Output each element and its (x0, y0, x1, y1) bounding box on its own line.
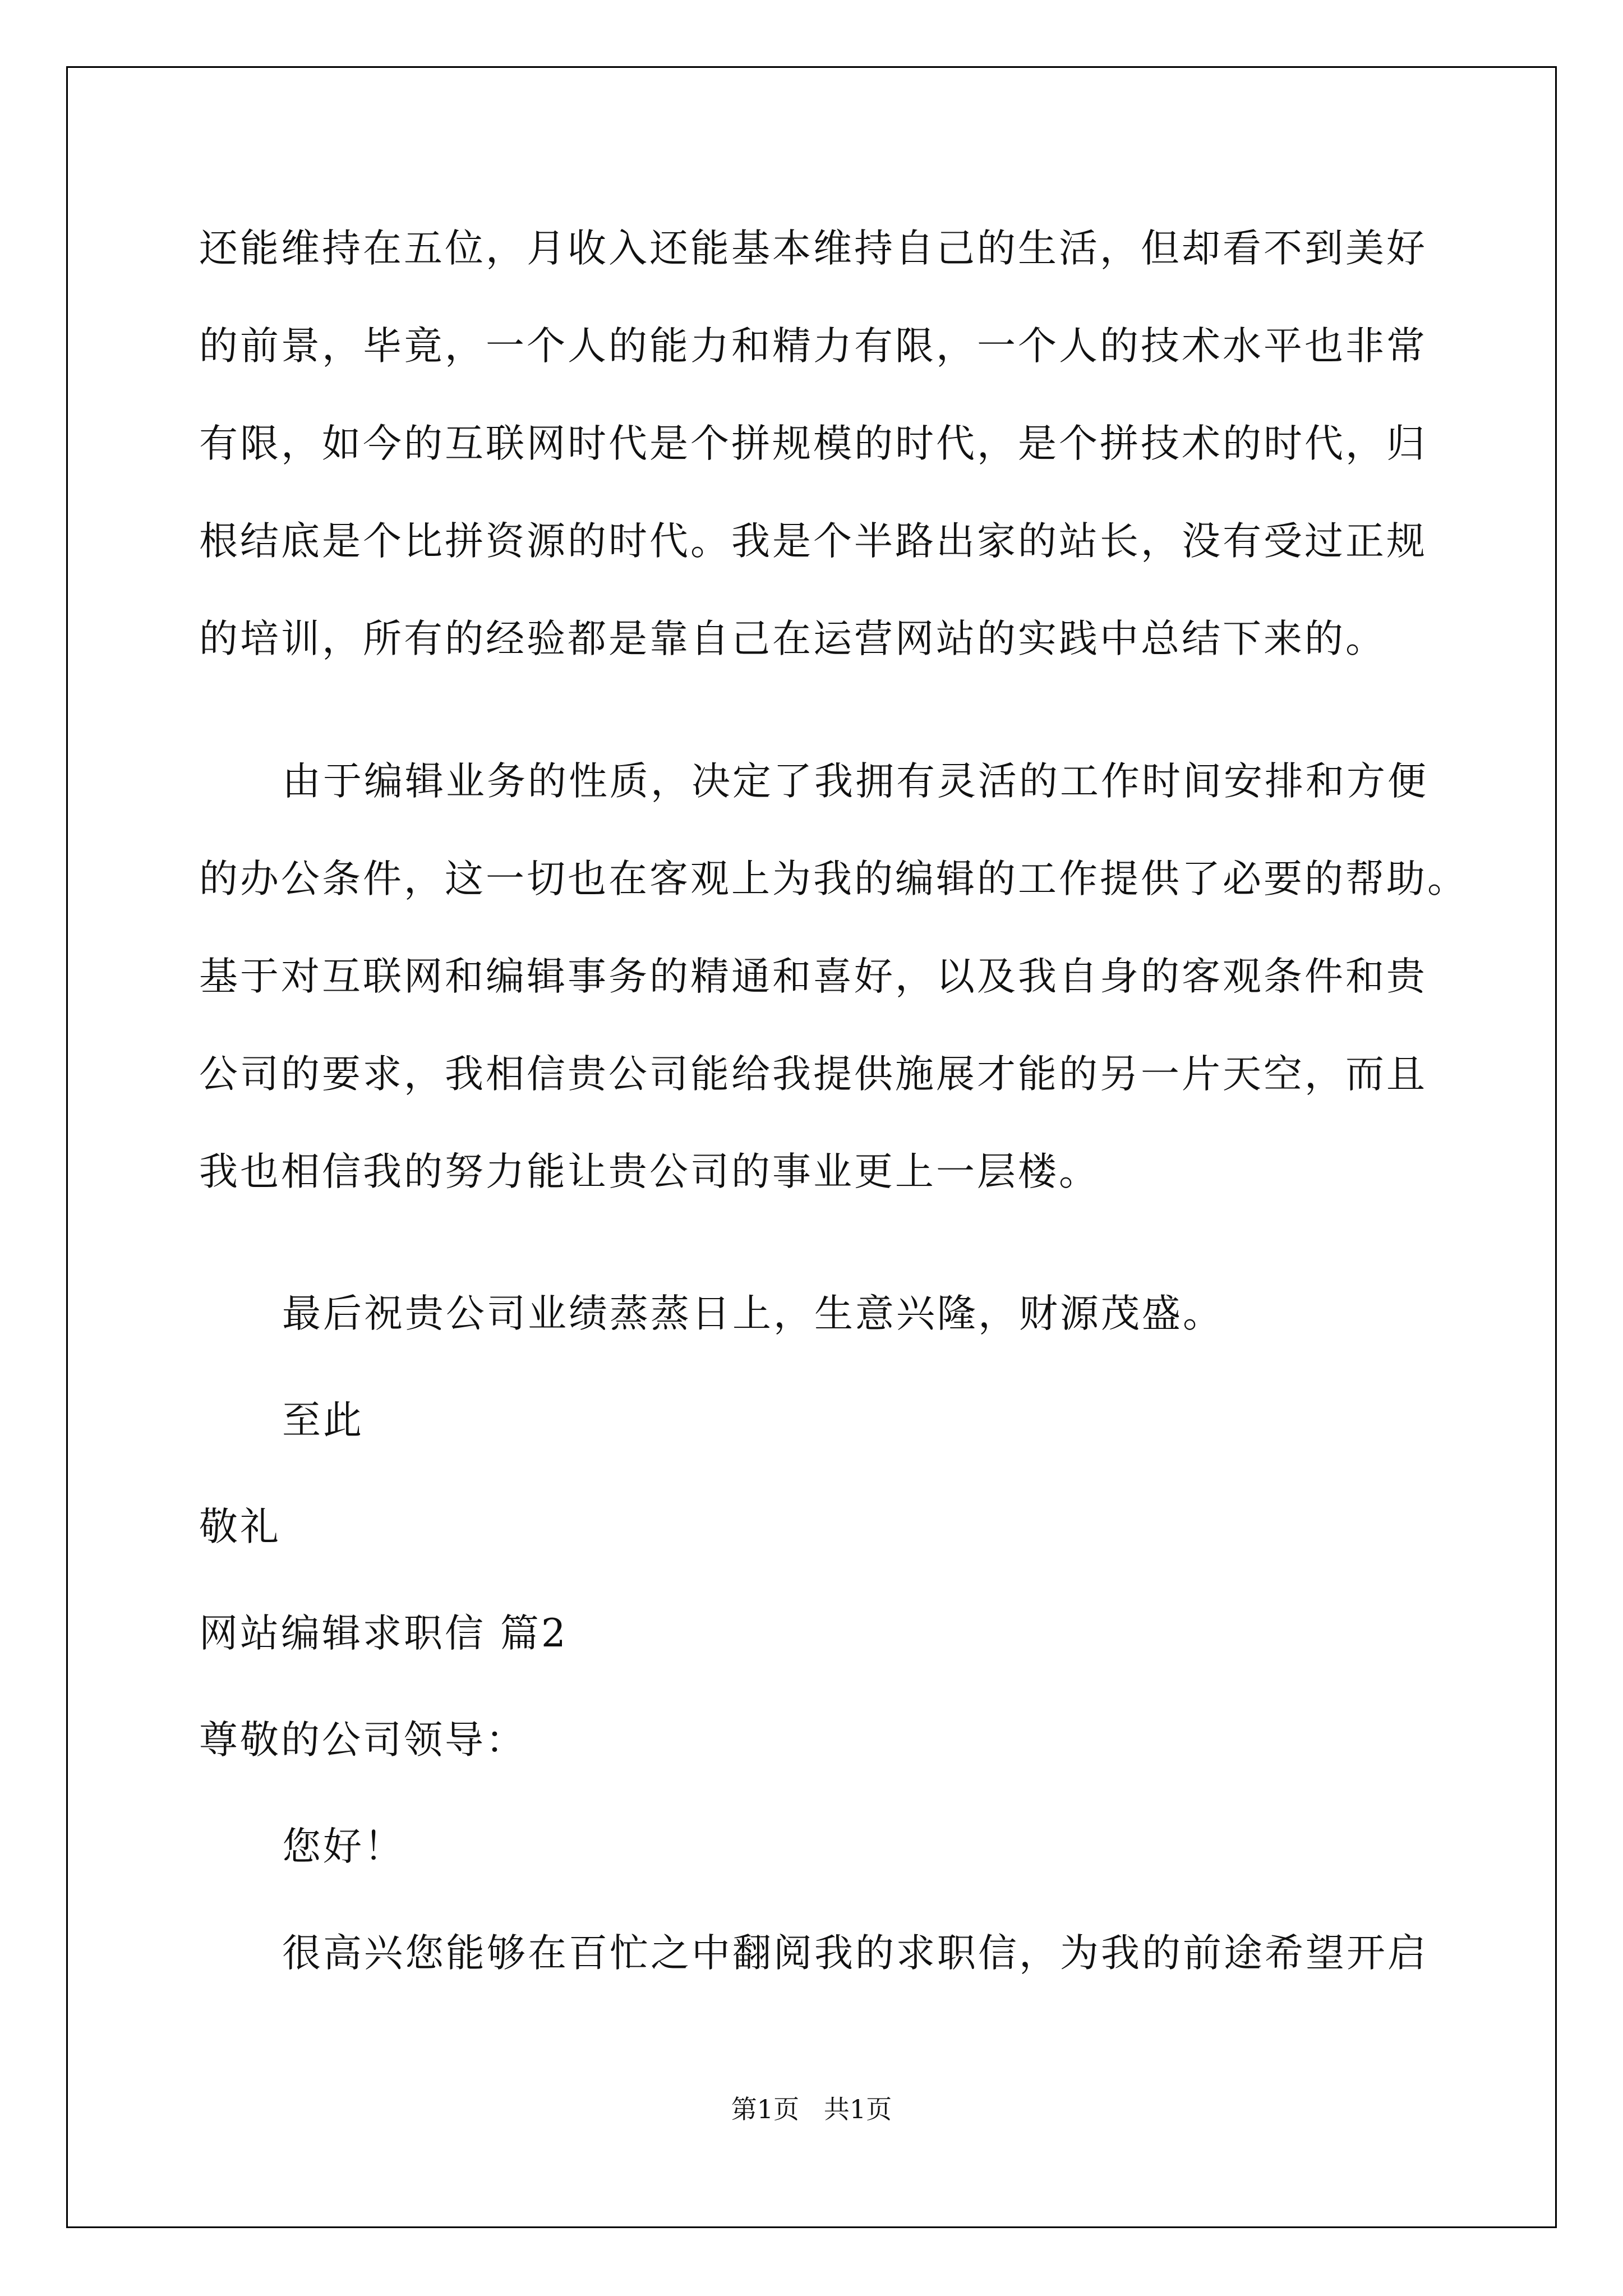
closing-wish: 最后祝贵公司业绩蒸蒸日上，生意兴隆，财源茂盛。 (282, 1291, 1224, 1336)
paragraph-line: 的前景，毕竟，一个人的能力和精力有限，一个人的技术水平也非常 (199, 324, 1427, 369)
paragraph-line: 的办公条件，这一切也在客观上为我的编辑的工作提供了必要的帮助。 (199, 857, 1468, 901)
section-heading: 网站编辑求职信 篇2 (199, 1611, 568, 1656)
paragraph-line: 有限，如今的互联网时代是个拼规模的时代，是个拼技术的时代，归 (199, 421, 1427, 466)
paragraph-line: 我也相信我的努力能让贵公司的事业更上一层楼。 (199, 1149, 1100, 1194)
page-footer: 第1页 共1页 (731, 2094, 892, 2124)
greeting-recipient: 尊敬的公司领导： (199, 1718, 527, 1763)
paragraph-line: 由于编辑业务的性质，决定了我拥有灵活的工作时间安排和方便 (282, 759, 1428, 804)
closing-phrase: 至此 (282, 1398, 364, 1443)
paragraph-line: 的培训，所有的经验都是靠自己在运营网站的实践中总结下来的。 (199, 616, 1386, 661)
paragraph-line: 根结底是个比拼资源的时代。我是个半路出家的站长，没有受过正规 (199, 519, 1427, 564)
paragraph-line: 很高兴您能够在百忙之中翻阅我的求职信，为我的前途希望开启 (282, 1931, 1428, 1976)
greeting: 您好！ (282, 1824, 405, 1869)
salutation-closing: 敬礼 (199, 1504, 281, 1549)
paragraph-line: 还能维持在五位，月收入还能基本维持自己的生活，但却看不到美好 (199, 226, 1427, 271)
paragraph-line: 基于对互联网和编辑事务的精通和喜好，以及我自身的客观条件和贵 (199, 954, 1427, 999)
paragraph-line: 公司的要求，我相信贵公司能给我提供施展才能的另一片天空，而且 (199, 1052, 1427, 1097)
